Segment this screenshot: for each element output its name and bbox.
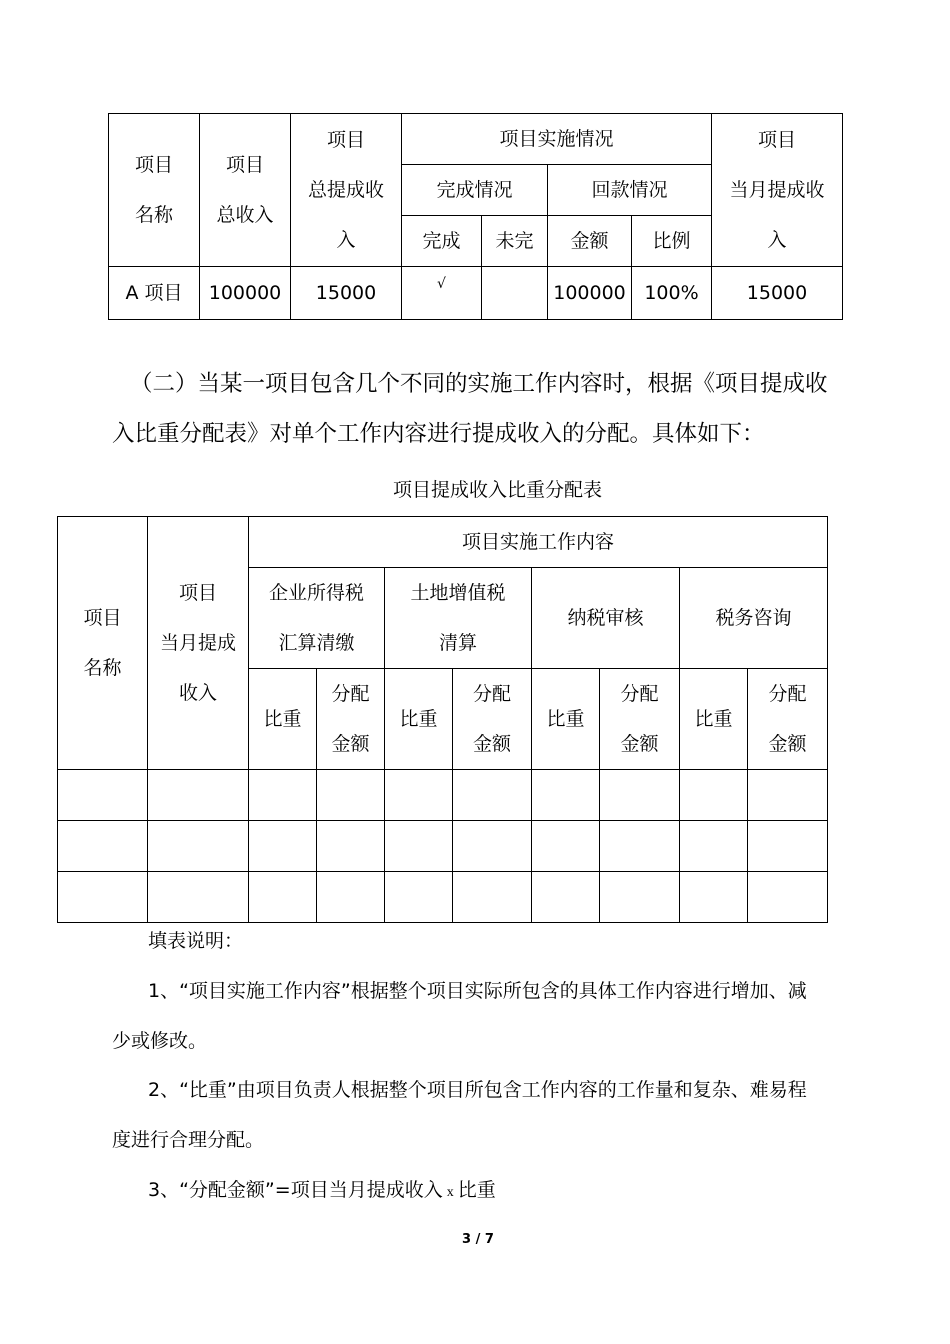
header-payment: 回款情况 bbox=[548, 165, 712, 216]
empty-cell bbox=[249, 770, 317, 821]
header-work-content: 项目实施工作内容 bbox=[249, 517, 828, 568]
header-undone: 未完 bbox=[482, 216, 548, 267]
empty-cell bbox=[317, 770, 385, 821]
empty-cell bbox=[680, 770, 748, 821]
empty-cell bbox=[249, 872, 317, 923]
header-alloc: 分配 金额 bbox=[317, 669, 385, 770]
table-row bbox=[58, 872, 828, 923]
cell-commission: 15000 bbox=[291, 267, 402, 320]
empty-cell bbox=[317, 872, 385, 923]
paragraph-line-2: 入比重分配表》对单个工作内容进行提成收入的分配。具体如下： bbox=[112, 421, 765, 447]
empty-cell bbox=[748, 770, 828, 821]
cell-ratio: 100% bbox=[632, 267, 712, 320]
empty-cell bbox=[385, 770, 453, 821]
header-alloc: 分配 金额 bbox=[748, 669, 828, 770]
table-row bbox=[58, 770, 828, 821]
cell-undone bbox=[482, 267, 548, 320]
header-ratio: 比例 bbox=[632, 216, 712, 267]
table-row bbox=[58, 821, 828, 872]
note-2-line-1: 2、“比重”由项目负责人根据整个项目所包含工作内容的工作量和复杂、难易程 bbox=[148, 1079, 807, 1101]
cell-name: A 项目 bbox=[109, 267, 200, 320]
header-alloc: 分配 金额 bbox=[600, 669, 680, 770]
note-3: 3、“分配金额”=项目当月提成收入 x 比重 bbox=[148, 1179, 496, 1201]
notes-title: 填表说明： bbox=[148, 930, 244, 952]
header-item-3: 纳税审核 bbox=[532, 568, 680, 669]
cell-amount: 100000 bbox=[548, 267, 632, 320]
header-amount: 金额 bbox=[548, 216, 632, 267]
header-completion: 完成情况 bbox=[402, 165, 548, 216]
header-project-name: 项目 名称 bbox=[109, 114, 200, 267]
empty-cell bbox=[58, 770, 148, 821]
empty-cell bbox=[453, 821, 532, 872]
header-weight: 比重 bbox=[532, 669, 600, 770]
header-weight: 比重 bbox=[385, 669, 453, 770]
header-item-4: 税务咨询 bbox=[680, 568, 828, 669]
empty-cell bbox=[748, 872, 828, 923]
empty-cell bbox=[600, 872, 680, 923]
header-project-name: 项目 名称 bbox=[58, 517, 148, 770]
cell-done bbox=[402, 267, 482, 320]
empty-cell bbox=[680, 872, 748, 923]
check-mark: √ bbox=[437, 276, 446, 292]
cell-total: 100000 bbox=[200, 267, 291, 320]
note-2-line-2: 度进行合理分配。 bbox=[112, 1129, 265, 1151]
empty-cell bbox=[317, 821, 385, 872]
empty-cell bbox=[58, 821, 148, 872]
header-total-commission: 项目 总提成收 入 bbox=[291, 114, 402, 267]
table-row bbox=[109, 267, 843, 320]
empty-cell bbox=[532, 821, 600, 872]
header-monthly-commission: 项目 当月提成收 入 bbox=[712, 114, 843, 267]
allocation-table bbox=[57, 516, 828, 923]
header-total-income: 项目 总收入 bbox=[200, 114, 291, 267]
header-monthly-commission: 项目 当月提成 收入 bbox=[148, 517, 249, 770]
empty-cell bbox=[532, 770, 600, 821]
empty-cell bbox=[148, 872, 249, 923]
header-weight: 比重 bbox=[680, 669, 748, 770]
note-1-line-2: 少或修改。 bbox=[112, 1030, 208, 1052]
page-number: 3 / 7 bbox=[462, 1232, 494, 1247]
header-item-2: 土地增值税 清算 bbox=[385, 568, 532, 669]
empty-cell bbox=[532, 872, 600, 923]
empty-cell bbox=[600, 821, 680, 872]
empty-cell bbox=[600, 770, 680, 821]
note-1-line-1: 1、“项目实施工作内容”根据整个项目实际所包含的具体工作内容进行增加、减 bbox=[148, 980, 807, 1002]
header-implementation: 项目实施情况 bbox=[402, 114, 712, 165]
paragraph-line-1: （二）当某一项目包含几个不同的实施工作内容时，根据《项目提成收 bbox=[130, 371, 828, 397]
empty-cell bbox=[453, 770, 532, 821]
header-weight: 比重 bbox=[249, 669, 317, 770]
cell-monthly: 15000 bbox=[712, 267, 843, 320]
empty-cell bbox=[148, 770, 249, 821]
empty-cell bbox=[453, 872, 532, 923]
empty-cell bbox=[385, 872, 453, 923]
header-done: 完成 bbox=[402, 216, 482, 267]
commission-table bbox=[108, 113, 843, 320]
table-caption: 项目提成收入比重分配表 bbox=[392, 479, 602, 501]
empty-cell bbox=[748, 821, 828, 872]
empty-cell bbox=[58, 872, 148, 923]
empty-cell bbox=[249, 821, 317, 872]
header-item-1: 企业所得税 汇算清缴 bbox=[249, 568, 385, 669]
empty-cell bbox=[680, 821, 748, 872]
empty-cell bbox=[385, 821, 453, 872]
header-alloc: 分配 金额 bbox=[453, 669, 532, 770]
empty-cell bbox=[148, 821, 249, 872]
